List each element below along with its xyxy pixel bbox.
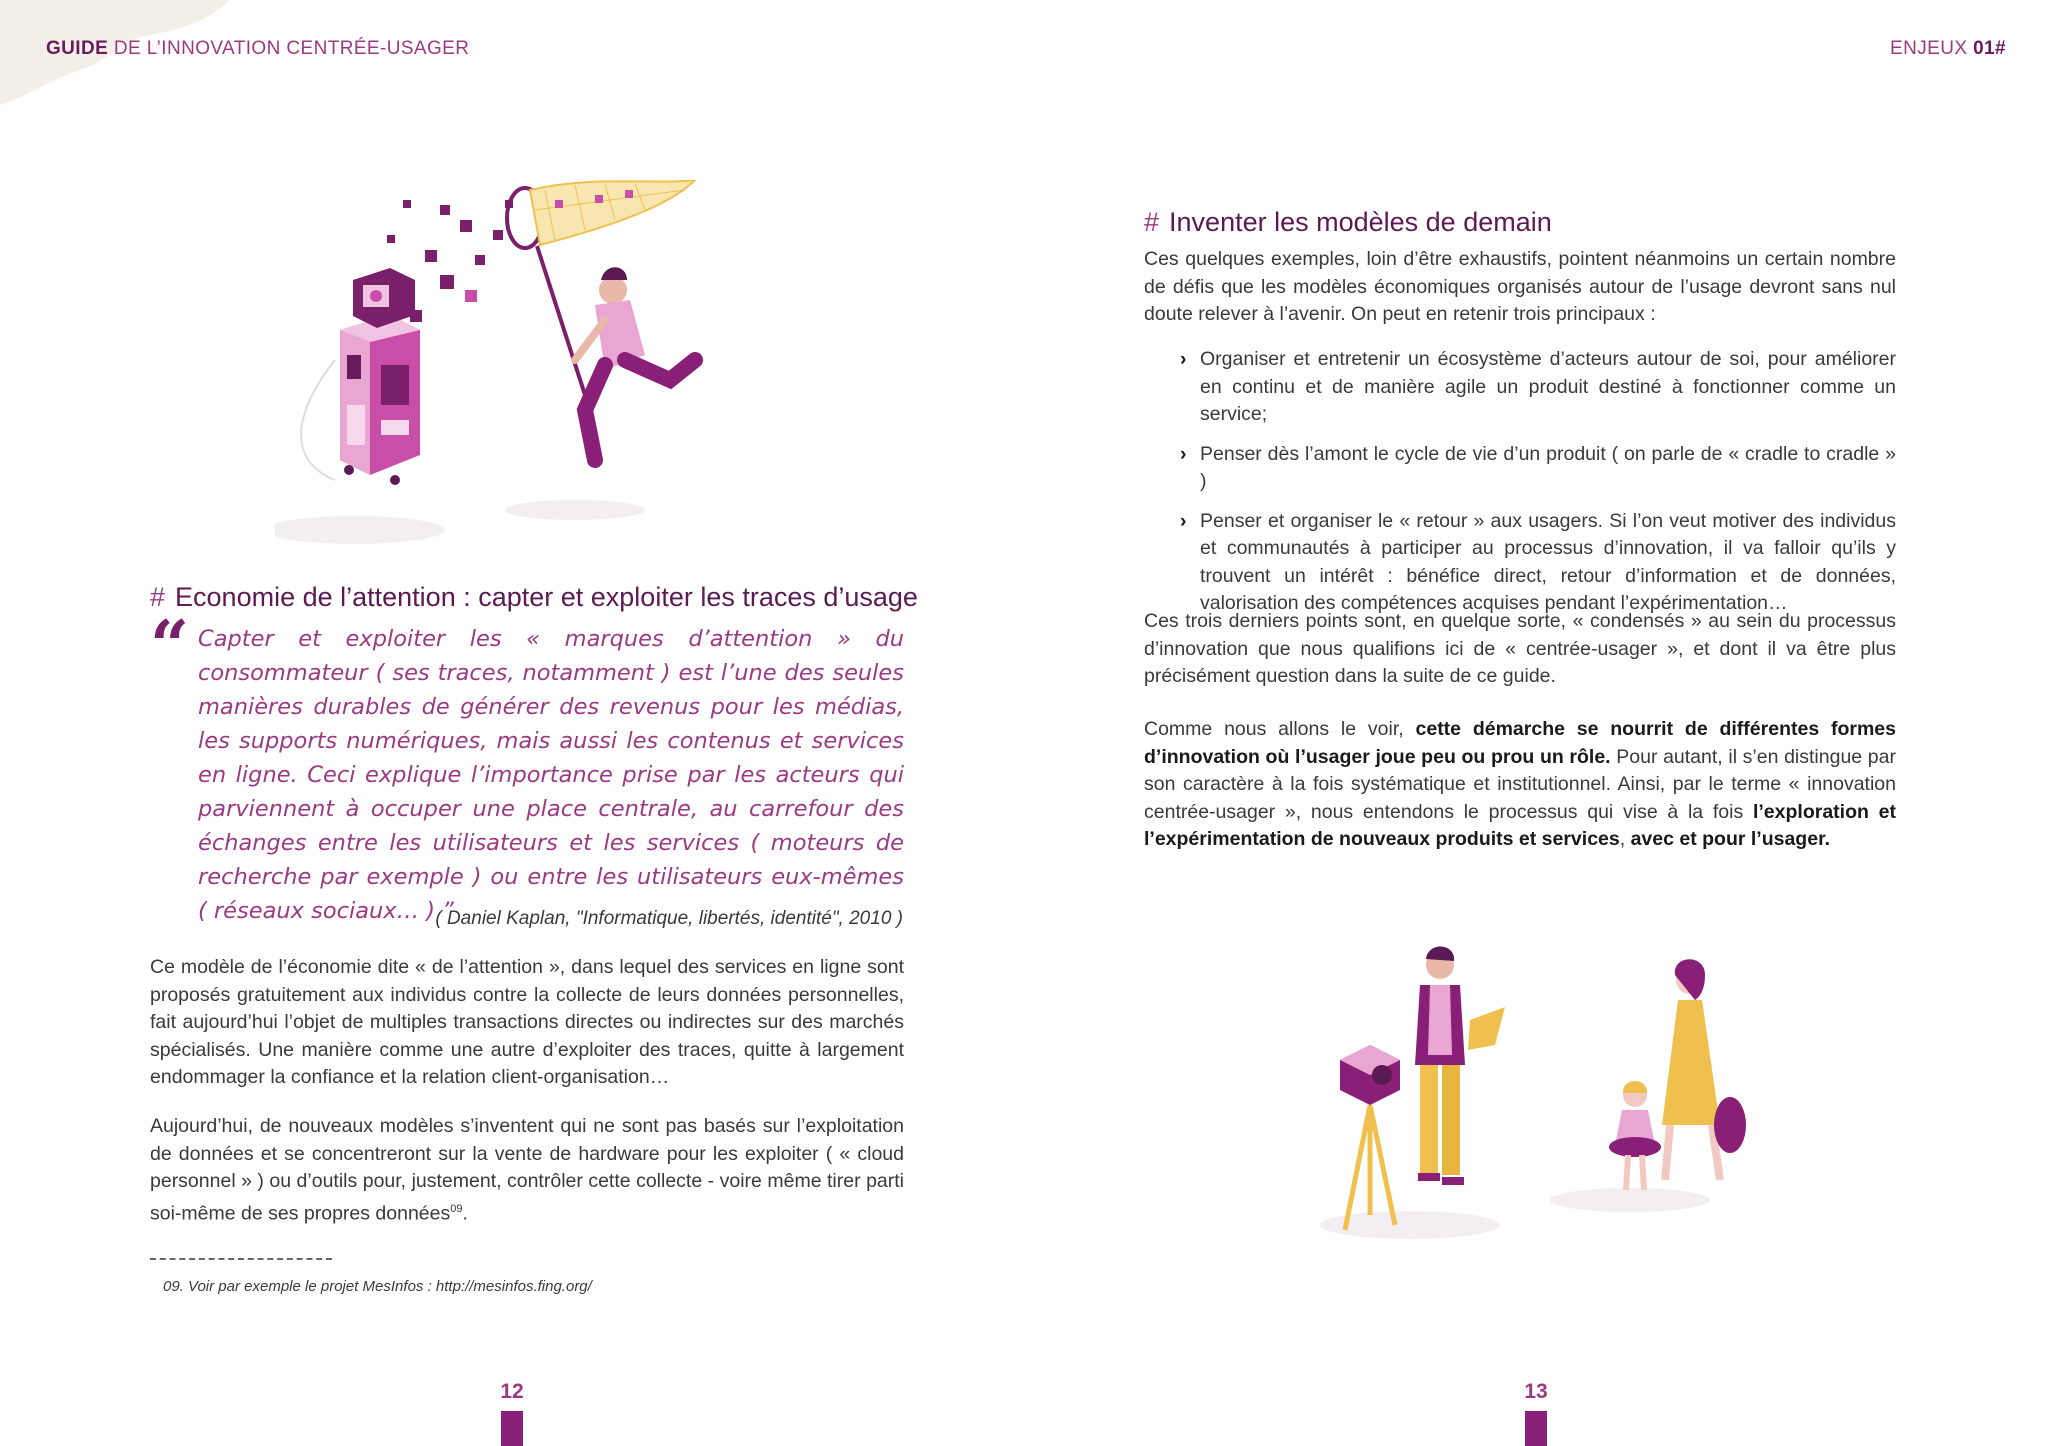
list-item-text: Organiser et entretenir un écosystème d’acteurs autour de soi, pour améliorer en continu et de manière agile un produit destiné à fonctionner comme un service;	[1200, 348, 1896, 425]
body-paragraph	[150, 1113, 904, 1228]
paragraph-text: Pour autant, il s’en distingue par son caractère à la fois systématique et institutionnel. Ainsi, par le terme « innovation centrée-usager », nous entendons le processus qui vise à la fois	[1144, 745, 1896, 823]
challenges-list	[1180, 346, 1896, 630]
section-title-attention-economy	[150, 582, 918, 613]
quote-source: ( Daniel Kaplan, "Informatique, libertés, identité", 2010 )	[435, 908, 903, 929]
section-hash: #	[1144, 207, 1160, 237]
section-title-text: Economie de l’attention : capter et exploiter les traces d’usage	[175, 582, 918, 612]
header-guide-label: GUIDE	[46, 38, 109, 59]
body-paragraph: Ces trois derniers points sont, en quelque sorte, « condensés » au sein du processus d’innovation que nous qualifions ici de « centrée-usager », et dont il va être plus précisément question dans la suite de ce guide.	[1144, 610, 1896, 687]
chevron-right-icon: ›	[1180, 348, 1187, 370]
section-title-future-models	[1144, 207, 1552, 238]
body-paragraph: Ces quelques exemples, loin d’être exhaustifs, pointent néanmoins un certain nombre de défis que les modèles économiques organisés autour de l’usage devront sans nul doute relever à l’avenir. On peut en retenir trois principaux :	[1144, 248, 1896, 325]
body-paragraph: Ce modèle de l’économie dite « de l’attention », dans lequel des services en ligne sont proposés gratuitement aux individus contre la collecte de leurs données personnelles, fait aujourd’hui l’objet de multiples transactions directes ou indirectes sur des marchés spécialisés. Une manière comme une autre d’exploiter des traces, quitte à largement endommager la confiance et la relation client-organisation…	[150, 956, 904, 1088]
footnote: 09. Voir par exemple le projet MesInfos : http://mesinfos.fing.org/	[163, 1278, 592, 1295]
header-section-number: 01#	[1973, 38, 2006, 59]
section-hash: #	[150, 582, 166, 612]
running-header-left	[46, 38, 469, 60]
body-paragraph	[1144, 716, 1896, 854]
emphasis-text: avec et pour l’usager.	[1630, 828, 1830, 850]
emphasis-text: l’exploration et l’expérimentation de nouveaux produits et services	[1144, 800, 1896, 850]
header-guide-subtitle: DE L’INNOVATION CENTRÉE-USAGER	[113, 38, 470, 59]
chevron-right-icon: ›	[1180, 442, 1187, 465]
quote-mark-icon: “	[150, 606, 190, 686]
page-number-left: 12	[500, 1380, 524, 1403]
list-item-text: Penser dès l’amont le cycle de vie d’un produit ( on parle de « cradle to cradle » )	[1200, 442, 1896, 492]
pull-quote: Capter et exploiter les « marques d’attention » du consommateur ( ses traces, notamment ) est l’une des seules manières durables de générer des revenus pour les médias, les supports numériques, mais aussi les contenus et services en ligne. Ceci explique l’importance prise par les acteurs qui parviennent à occuper une place centrale, au carrefour des échanges entre les utilisateurs et les services ( moteurs de recherche par exemple ) ou entre les utilisateurs eux-mêmes ( réseaux sociaux… ) ”	[198, 626, 904, 924]
catcher-illustration	[275, 180, 755, 560]
emphasis-text: cette démarche se nourrit de différentes formes d’innovation où l’usager joue peu ou prou un rôle.	[1144, 718, 1897, 768]
page-tab-left	[501, 1411, 523, 1446]
paragraph-end: .	[462, 1202, 468, 1224]
page-tab-right	[1525, 1411, 1547, 1446]
photographer-family-illustration	[1300, 945, 1800, 1275]
list-item	[1180, 508, 1896, 618]
paragraph-text: Comme nous allons le voir,	[1144, 718, 1416, 740]
running-header-right	[1890, 38, 2006, 60]
list-item-text: Penser et organiser le « retour » aux usagers. Si l’on veut motiver des individus et communautés à participer au processus d’innovation, il va falloir qu’ils y trouvent un intérêt : bénéfice direct, retour d’information et de données, valorisation des compétences acquises pendant l’expérimentation…	[1200, 509, 1896, 614]
footnote-divider	[150, 1258, 332, 1260]
section-title-text: Inventer les modèles de demain	[1169, 207, 1552, 237]
paragraph-text: Aujourd’hui, de nouveaux modèles s’inventent qui ne sont pas basés sur l’exploitation de données et se concentreront sur la vente de hardware pour les exploiter ( « cloud personnel » ) ou d’outils pour, justement, contrôler cette collecte - voire même tirer parti soi-même de ses propres données	[150, 1115, 904, 1224]
list-item	[1180, 441, 1896, 496]
footnote-reference[interactable]: 09	[450, 1202, 463, 1215]
chevron-right-icon: ›	[1180, 509, 1187, 532]
header-section-label: ENJEUX	[1890, 38, 1968, 59]
list-item	[1180, 346, 1896, 429]
page-number-right: 13	[1524, 1380, 1548, 1403]
paragraph-text: ,	[1619, 828, 1631, 850]
